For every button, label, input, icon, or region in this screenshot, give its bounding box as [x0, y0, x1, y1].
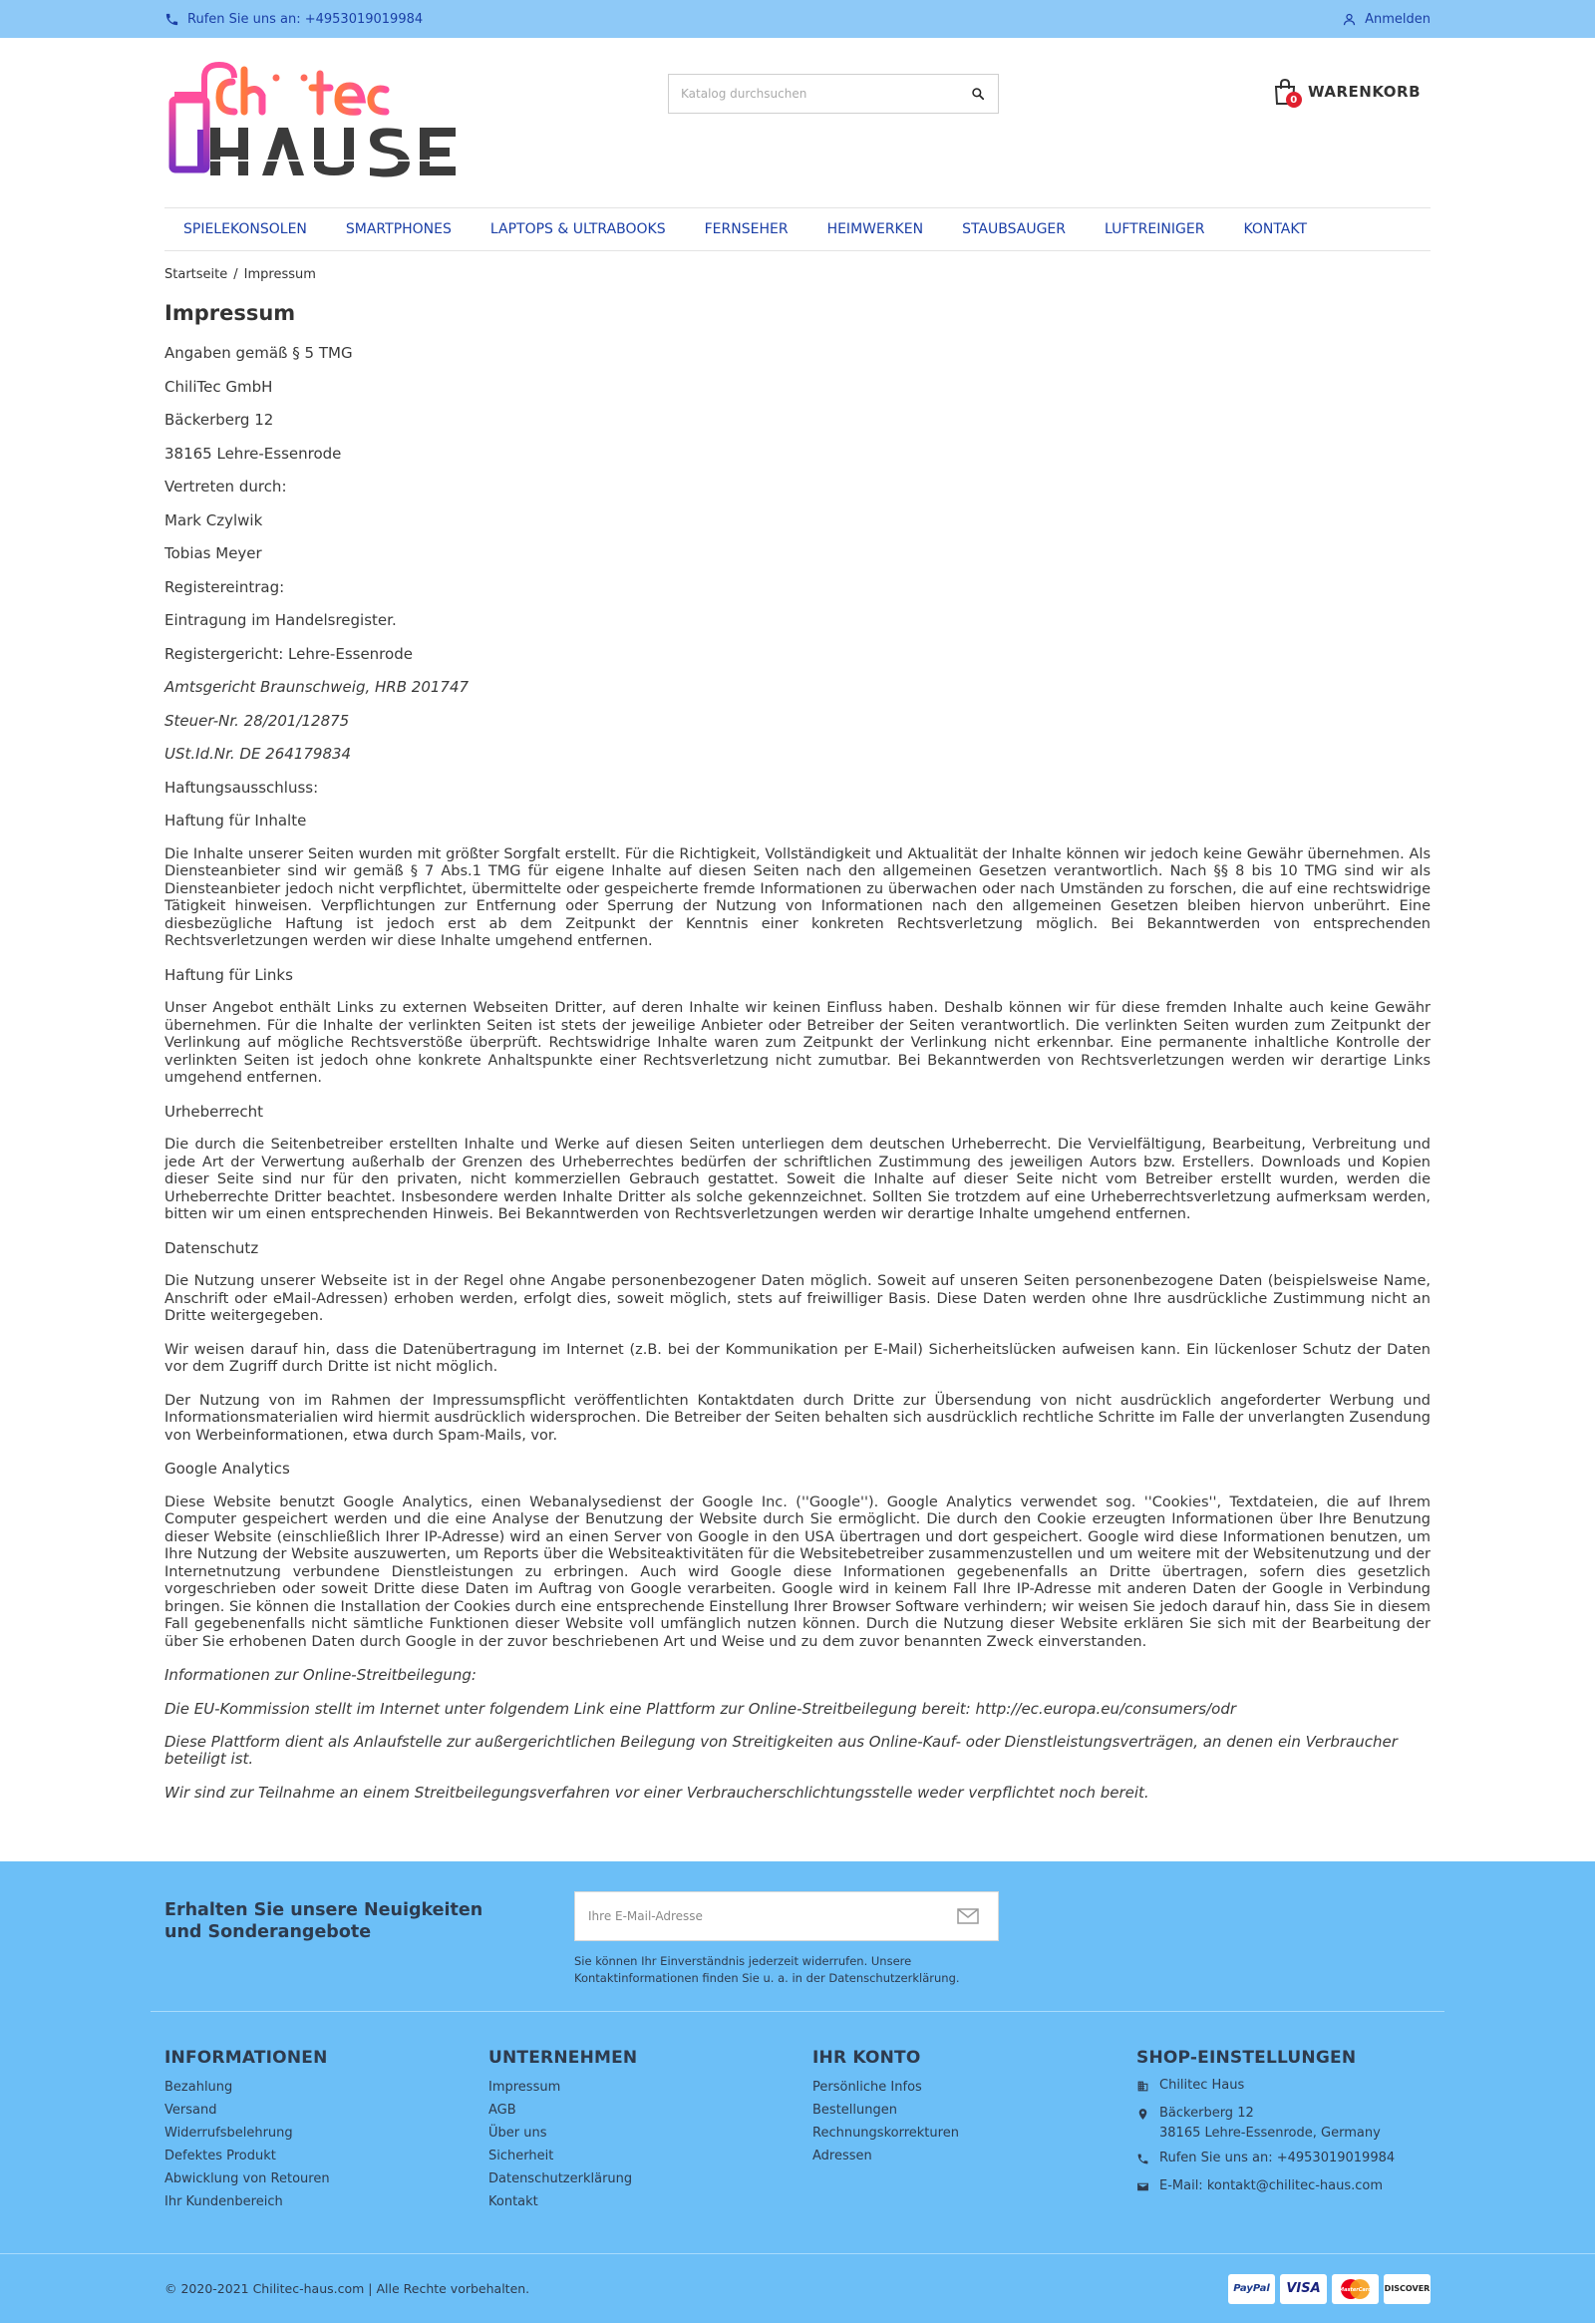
topbar — [0, 0, 1595, 38]
discover-logo: DISCOVER — [1384, 2274, 1431, 2304]
footer-link[interactable]: Ihr Kundenbereich — [164, 2193, 283, 2209]
datenschutz-heading: Datenschutz — [164, 1238, 259, 1257]
envelope-icon — [957, 1908, 979, 1924]
footer-link[interactable]: Rechnungskorrekturen — [812, 2125, 959, 2141]
chilitec-haus-logo[interactable] — [164, 60, 483, 189]
links-text: Unser Angebot enthält Links zu externen Webseiten Dritter, auf deren Inhalte wir keinen Einfluss haben. Deshalb können wir für diese fremden Inhalte auch keine Gewähr übernehmen. Für die Inhalte der verlinkten Seiten ist stets der jeweilige Anbieter oder Betreiber der Seiten verantwortlich. Die verlinkten Seiten wurden zum Zeitpunkt der Verlinkung auf mögliche Rechtsverstöße überprüft. Rechtswidrige Inhalte waren zum Zeitpunkt der Verlinkung nicht erkennbar. Eine permanente inhaltliche Kontrolle der verlinkten Seiten ist jedoch ohne konkrete Anhaltspunkte einer Rechtsverletzung nicht zumutbar. Bei Bekanntwerden von Rechtsverletzungen werden wir derartige Links umgehend entfernen. — [164, 1000, 1431, 1086]
visa-logo: VISA — [1280, 2274, 1327, 2304]
google-analytics-text: Diese Website benutzt Google Analytics, einen Webanalysedienst der Google Inc. (''Google''). Google Analytics verwendet sog. ''Cookies'', Textdateien, die auf Ihrem Computer gespeichert werden und die eine Analyse der Benutzung der Website durch Sie ermöglicht. Die durch den Cookie erzeugten Informationen über Ihre Benutzung dieser Website (einschließlich Ihrer IP-Adresse) wird an einen Server von Google in den USA übertragen und dort gespeichert. Google wird diese Informationen benutzen, um Ihre Nutzung der Website auszuwerten, um Reports über die Websiteaktivitäten für die Websitebetreiber zusammenzustellen und um weitere mit der Websitenutzung und der Internetnutzung verbundene Dienstleistungen zu erbringen. Auch wird Google diese Informationen gegebenenfalls an Dritte übertragen, sofern dies gesetzlich vorgeschrieben oder soweit Dritte diese Daten im Auftrag von Google verarbeiten. Google wird in keinem Fall Ihre IP-Adresse mit anderen Daten der Google in Verbindung bringen. Sie können die Installation der Cookies durch eine entsprechende Einstellung Ihrer Browser Software verhindern; wir weisen Sie jedoch darauf hin, dass Sie in diesem Fall gegebenenfalls nicht sämtliche Funktionen dieser Website voll umfänglich nutzen können. Durch die Nutzung dieser Website erklären Sie sich mit der Bearbeitung der über Sie erhobenen Daten durch Google in der zuvor beschriebenen Art und Weise und zu dem zuvor benannten Zweck einverstanden. — [164, 1494, 1431, 1650]
footer-link[interactable]: Über uns — [488, 2125, 547, 2141]
shop-name-row — [1136, 2076, 1431, 2096]
copyright: © 2020-2021 Chilitec-haus.com | Alle Rechte vorbehalten. — [164, 2281, 530, 2296]
shop-address-row — [1136, 2104, 1431, 2144]
footer-link[interactable]: Kontakt — [488, 2193, 538, 2209]
cart-button[interactable] — [1272, 78, 1421, 106]
cart-label: WARENKORB — [1307, 83, 1421, 101]
phone-icon — [164, 12, 179, 27]
urheber-text: Die durch die Seitenbetreiber erstellten Inhalte und Werke auf diesen Seiten unterliegen dem deutschen Urheberrecht. Die Vervielfältigung, Bearbeitung, Verbreitung und jede Art der Verwertung außerhalb der Grenzen des Urheberrechtes bedürfen der schriftlichen Zustimmung des jeweiligen Autors bzw. Erstellers. Downloads und Kopien dieser Seite sind nur für den privaten, nicht kommerziellen Gebrauch gestattet. Soweit die Inhalte auf dieser Seite nicht vom Betreiber erstellt wurden, werden die Urheberrechte Dritter beachtet. Insbesondere werden Inhalte Dritter als solche gekennzeichnet. Sollten Sie trotzdem auf eine Urheberrechtsverletzung aufmerksam werden, bitten wir um einen entsprechenden Hinweis. Bei Bekanntwerden von Rechtsverletzungen werden wir derartige Inhalte umgehend entfernen. — [164, 1137, 1431, 1222]
phone-text: Rufen Sie uns an: +4953019019984 — [187, 11, 424, 27]
login-label: Anmelden — [1365, 11, 1431, 27]
breadcrumb-home[interactable]: Startseite — [164, 267, 228, 282]
footer-link[interactable]: Versand — [164, 2102, 217, 2118]
newsletter-submit-button[interactable] — [938, 1908, 998, 1924]
shop-email: E-Mail: kontakt@chilitec-haus.com — [1159, 2177, 1384, 2193]
content-line: Tobias Meyer — [164, 544, 262, 562]
newsletter-section — [164, 1861, 1431, 2011]
shop-phone-row[interactable] — [1136, 2149, 1431, 2168]
content-line-italic: Amtsgericht Braunschweig, HRB 201747 — [164, 678, 470, 696]
content-line: Angaben gemäß § 5 TMG — [164, 344, 353, 362]
content-line: Bäckerberg 12 — [164, 411, 274, 429]
search-input[interactable] — [669, 75, 958, 113]
content-line-italic: USt.Id.Nr. DE 264179834 — [164, 745, 352, 763]
shopping-bag-icon — [1272, 78, 1298, 106]
nav-item-spielekonsolen[interactable]: SPIELEKONSOLEN — [183, 221, 307, 237]
login-link[interactable] — [1342, 12, 1431, 27]
cart-count-badge: 0 — [1286, 92, 1302, 108]
content-line: Vertreten durch: — [164, 478, 287, 496]
paypal-logo: PayPal — [1228, 2274, 1275, 2304]
datenschutz-text: Die Nutzung unserer Webseite ist in der Regel ohne Angabe personenbezogener Daten möglich. Soweit auf unseren Seiten personenbezogene Daten (beispielsweise Name, Anschrift oder eMail-Adressen) erhoben werden, erfolgt dies, soweit möglich, stets auf freiwilliger Basis. Diese Daten werden ohne Ihre ausdrückliche Zustimmung nicht an Dritte weitergegeben. — [164, 1273, 1431, 1324]
nav-item-heimwerken[interactable]: HEIMWERKEN — [826, 221, 924, 237]
shop-phone: Rufen Sie uns an: +4953019019984 — [1159, 2150, 1396, 2165]
footer-col-title: IHR KONTO — [812, 2047, 921, 2068]
google-analytics-heading: Google Analytics — [164, 1460, 290, 1478]
phone-link[interactable] — [164, 12, 423, 27]
urheber-heading: Urheberrecht — [164, 1102, 263, 1121]
user-icon — [1342, 12, 1357, 27]
content-line: Mark Czylwik — [164, 510, 263, 529]
nav-item-fernseher[interactable]: FERNSEHER — [704, 221, 789, 237]
nav-item-luftreiniger[interactable]: LUFTREINIGER — [1105, 221, 1205, 237]
content-line: Registereintrag: — [164, 577, 285, 596]
page-title: Impressum — [164, 301, 296, 325]
odr-line: Die EU-Kommission stellt im Internet unter folgendem Link eine Plattform zur Online-Streitbeilegung bereit: http://ec.europa.eu/consumers/odr — [164, 1699, 1237, 1718]
odr-line: Informationen zur Online-Streitbeilegung: — [164, 1666, 477, 1684]
newsletter-note: Sie können Ihr Einverständnis jederzeit widerrufen. Unsere Kontaktinformationen finden Sie u. a. in der Datenschutzerklärung. — [574, 1953, 960, 1985]
footer-col-title: INFORMATIONEN — [164, 2047, 328, 2068]
building-icon — [1136, 2080, 1149, 2093]
content-line: Eintragung im Handelsregister. — [164, 611, 397, 629]
shop-city: 38165 Lehre-Essenrode, Germany — [1159, 2125, 1381, 2141]
breadcrumb-separator: / — [233, 267, 238, 282]
content-line-italic: Steuer-Nr. 28/201/12875 — [164, 711, 350, 730]
datenschutz-text: Der Nutzung von im Rahmen der Impressumspflicht veröffentlichten Kontaktdaten durch Dritte zur Übersendung von nicht ausdrücklich angeforderter Werbung und Informationsmaterialien wird hiermit ausdrücklich widersprochen. Die Betreiber der Seiten behalten sich ausdrücklich rechtliche Schritte im Falle der unverlangten Zusendung von Werbeinformationen, etwa durch Spam-Mails, vor. — [164, 1392, 1431, 1444]
header — [0, 38, 1595, 207]
footer — [0, 1861, 1595, 2323]
footer-link[interactable]: Bestellungen — [812, 2102, 897, 2118]
footer-link[interactable]: Persönliche Infos — [812, 2079, 922, 2095]
phone-icon — [1136, 2153, 1149, 2165]
footer-col-ihr-konto — [812, 2048, 959, 2167]
inhalte-heading: Haftung für Inhalte — [164, 812, 307, 830]
nav-item-smartphones[interactable]: SMARTPHONES — [345, 221, 452, 237]
shop-email-row[interactable] — [1136, 2176, 1431, 2196]
footer-link[interactable]: Adressen — [812, 2148, 872, 2163]
haftungsausschluss-heading: Haftungsausschluss: — [164, 778, 319, 797]
envelope-icon — [1136, 2180, 1149, 2193]
footer-link[interactable]: Datenschutzerklärung — [488, 2170, 633, 2186]
datenschutz-text: Wir weisen darauf hin, dass die Datenübertragung im Internet (z.B. bei der Kommunikation per E-Mail) Sicherheitslücken aufweisen kann. Ein lückenloser Schutz der Daten vor dem Zugriff durch Dritte ist nicht möglich. — [164, 1341, 1431, 1375]
search-box — [668, 74, 999, 114]
search-button[interactable] — [958, 75, 998, 113]
footer-link[interactable]: Widerrufsbelehrung — [164, 2125, 293, 2141]
footer-link[interactable]: Bezahlung — [164, 2079, 233, 2095]
content-line: 38165 Lehre-Essenrode — [164, 444, 342, 463]
odr-line: Wir sind zur Teilnahme an einem Streitbeilegungsverfahren vor einer Verbraucherschlichtungsstelle weder verpflichtet noch bereit. — [164, 1783, 1149, 1802]
shop-street: Bäckerberg 12 — [1159, 2105, 1254, 2121]
newsletter-box — [574, 1891, 999, 1941]
footer-link[interactable]: Sicherheit — [488, 2148, 554, 2163]
nav-item-kontakt[interactable]: KONTAKT — [1243, 221, 1308, 237]
breadcrumb — [164, 267, 1431, 285]
nav-item-laptops[interactable]: LAPTOPS & ULTRABOOKS — [489, 221, 666, 237]
footer-link[interactable]: Abwicklung von Retouren — [164, 2170, 330, 2186]
breadcrumb-current: Impressum — [243, 267, 316, 282]
footer-columns — [164, 2012, 1431, 2253]
footer-link[interactable]: Defektes Produkt — [164, 2148, 276, 2163]
footer-col-informationen — [164, 2048, 330, 2213]
inhalte-text: Die Inhalte unserer Seiten wurden mit größter Sorgfalt erstellt. Für die Richtigkeit, Vollständigkeit und Aktualität der Inhalte können wir jedoch keine Gewähr übernehmen. Als Diensteanbieter sind wir gemäß § 7 Abs.1 TMG für eigene Inhalte auf diesen Seiten nach den allgemeinen Gesetzen verantwortlich. Nach §§ 8 bis 10 TMG sind wir als Diensteanbieter jedoch nicht verpflichtet, übermittelte oder gespeicherte fremde Informationen zu überwachen oder nach Umständen zu forschen, die auf eine rechtswidrige Tätigkeit hinweisen. Verpflichtungen zur Entfernung oder Sperrung der Nutzung von Informationen nach den allgemeinen Gesetzen bleiben hiervon unberührt. Eine diesbezügliche Haftung ist jedoch erst ab dem Zeitpunkt der Kenntnis einer konkreten Rechtsverletzung möglich. Bei Bekanntwerden von entsprechenden Rechtsverletzungen werden wir diese Inhalte umgehend entfernen. — [164, 845, 1431, 949]
footer-link[interactable]: Impressum — [488, 2079, 561, 2095]
links-heading: Haftung für Links — [164, 965, 293, 984]
location-pin-icon — [1136, 2108, 1149, 2121]
search-icon — [971, 87, 985, 101]
main-nav — [164, 207, 1431, 251]
footer-bottom-bar — [0, 2253, 1595, 2323]
footer-col-title: SHOP-EINSTELLUNGEN — [1136, 2047, 1357, 2068]
newsletter-email-input[interactable] — [575, 1892, 938, 1940]
newsletter-title: Erhalten Sie unsere Neuigkeiten und Sonderangebote — [164, 1899, 483, 1942]
shop-name: Chilitec Haus — [1159, 2077, 1245, 2093]
content-line: Registergericht: Lehre-Essenrode — [164, 644, 413, 663]
footer-col-title: UNTERNEHMEN — [488, 2047, 638, 2068]
footer-link[interactable]: AGB — [488, 2102, 516, 2118]
footer-col-shop-einstellungen — [1136, 2048, 1431, 2201]
odr-line: Diese Plattform dient als Anlaufstelle zur außergerichtlichen Beilegung von Streitigkeiten aus Online-Kauf- oder Dienstleistungsverträgen, an denen ein Verbraucher beteiligt ist. — [164, 1733, 1398, 1768]
footer-col-unternehmen — [488, 2048, 637, 2213]
impressum-content — [164, 345, 1431, 1802]
content-line: ChiliTec GmbH — [164, 377, 273, 396]
nav-item-staubsauger[interactable]: STAUBSAUGER — [962, 221, 1066, 237]
mastercard-text: MasterCard — [1339, 2286, 1372, 2293]
